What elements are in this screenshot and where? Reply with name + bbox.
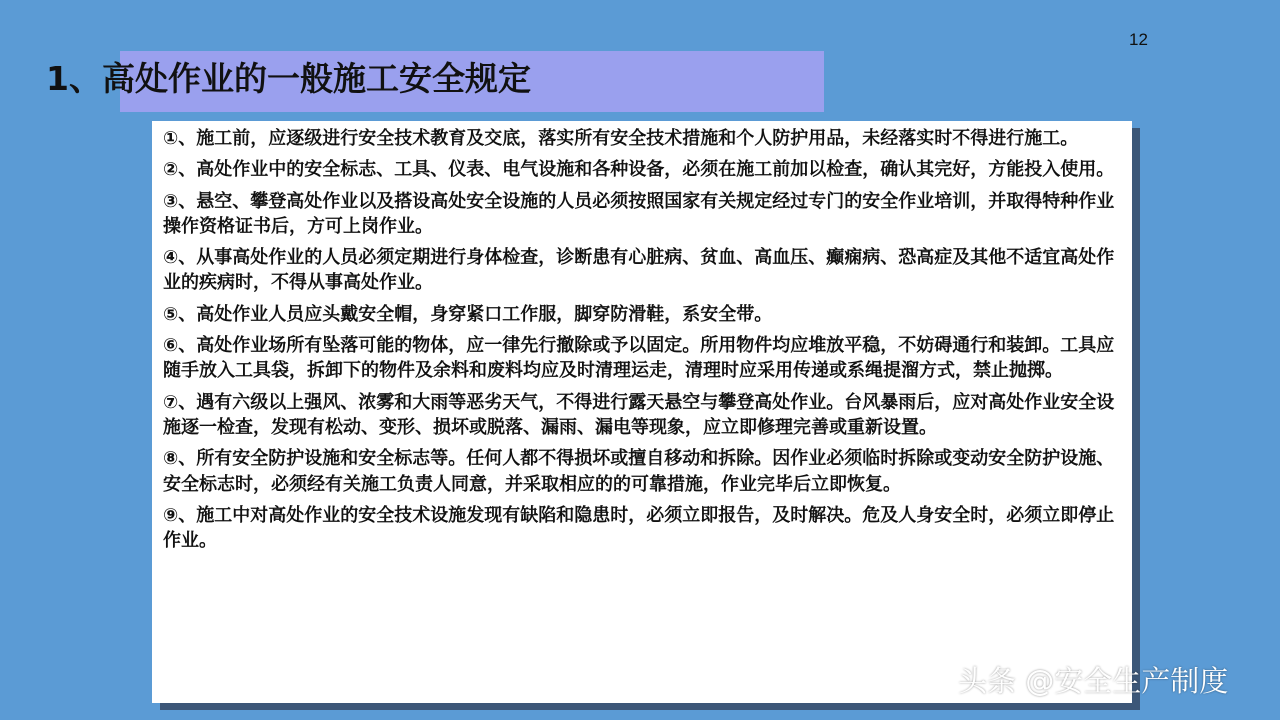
rule-item-1: ①、施工前，应逐级进行安全技术教育及交底，落实所有安全技术措施和个人防护用品，未经落实时不得进行施工。 bbox=[163, 128, 1079, 149]
rule-item-2: ②、高处作业中的安全标志、工具、仪表、电气设施和各种设备，必须在施工前加以检查，确认其完好，方能投入使用。 bbox=[163, 159, 1115, 181]
page-number: 12 bbox=[1129, 30, 1148, 49]
rule-item-8: ⑧、所有安全防护设施和安全标志等。任何人都不得损坏或擅自移动和拆除。因作业必须临时拆除或变动安全防护设施、安全标志时，必须经有关施工负责人同意，并采取相应的的可靠措施，作业完毕后立即恢复。 bbox=[163, 448, 1115, 495]
page-title: 1、高处作业的一般施工安全规定 bbox=[46, 59, 531, 98]
rule-item-9: ⑨、施工中对高处作业的安全技术设施发现有缺陷和隐患时，必须立即报告，及时解决。危及人身安全时，必须立即停止作业。 bbox=[163, 504, 1115, 552]
rule-item-6: ⑥、高处作业场所有坠落可能的物体，应一律先行撤除或予以固定。所用物件均应堆放平稳，不妨碍通行和装卸。工具应随手放入工具袋，拆卸下的物件及余料和废料均应及时清理运走，清理时应采用传递或系绳提溜方式，禁止抛掷。 bbox=[163, 335, 1115, 382]
rule-item-5: ⑤、高处作业人员应头戴安全帽，身穿紧口工作服，脚穿防滑鞋，系安全带。 bbox=[163, 303, 773, 325]
rule-item-3: ③、悬空、攀登高处作业以及搭设高处安全设施的人员必须按照国家有关规定经过专门的安全作业培训，并取得特种作业操作资格证书后，方可上岗作业。 bbox=[163, 190, 1115, 237]
rule-item-4: ④、从事高处作业的人员必须定期进行身体检查，诊断患有心脏病、贫血、高血压、癫痫病、恐高症及其他不适宜高处作业的疾病时，不得从事高处作业。 bbox=[163, 247, 1115, 294]
rule-item-7: ⑦、遇有六级以上强风、浓雾和大雨等恶劣天气，不得进行露天悬空与攀登高处作业。台风暴雨后，应对高处作业安全设施逐一检查，发现有松动、变形、损坏或脱落、漏雨、漏电等现象，应立即修理完善或重新设置。 bbox=[163, 391, 1115, 438]
rules-content-box bbox=[152, 121, 1132, 703]
watermark: 头条 @安全生产制度 bbox=[958, 664, 1229, 698]
